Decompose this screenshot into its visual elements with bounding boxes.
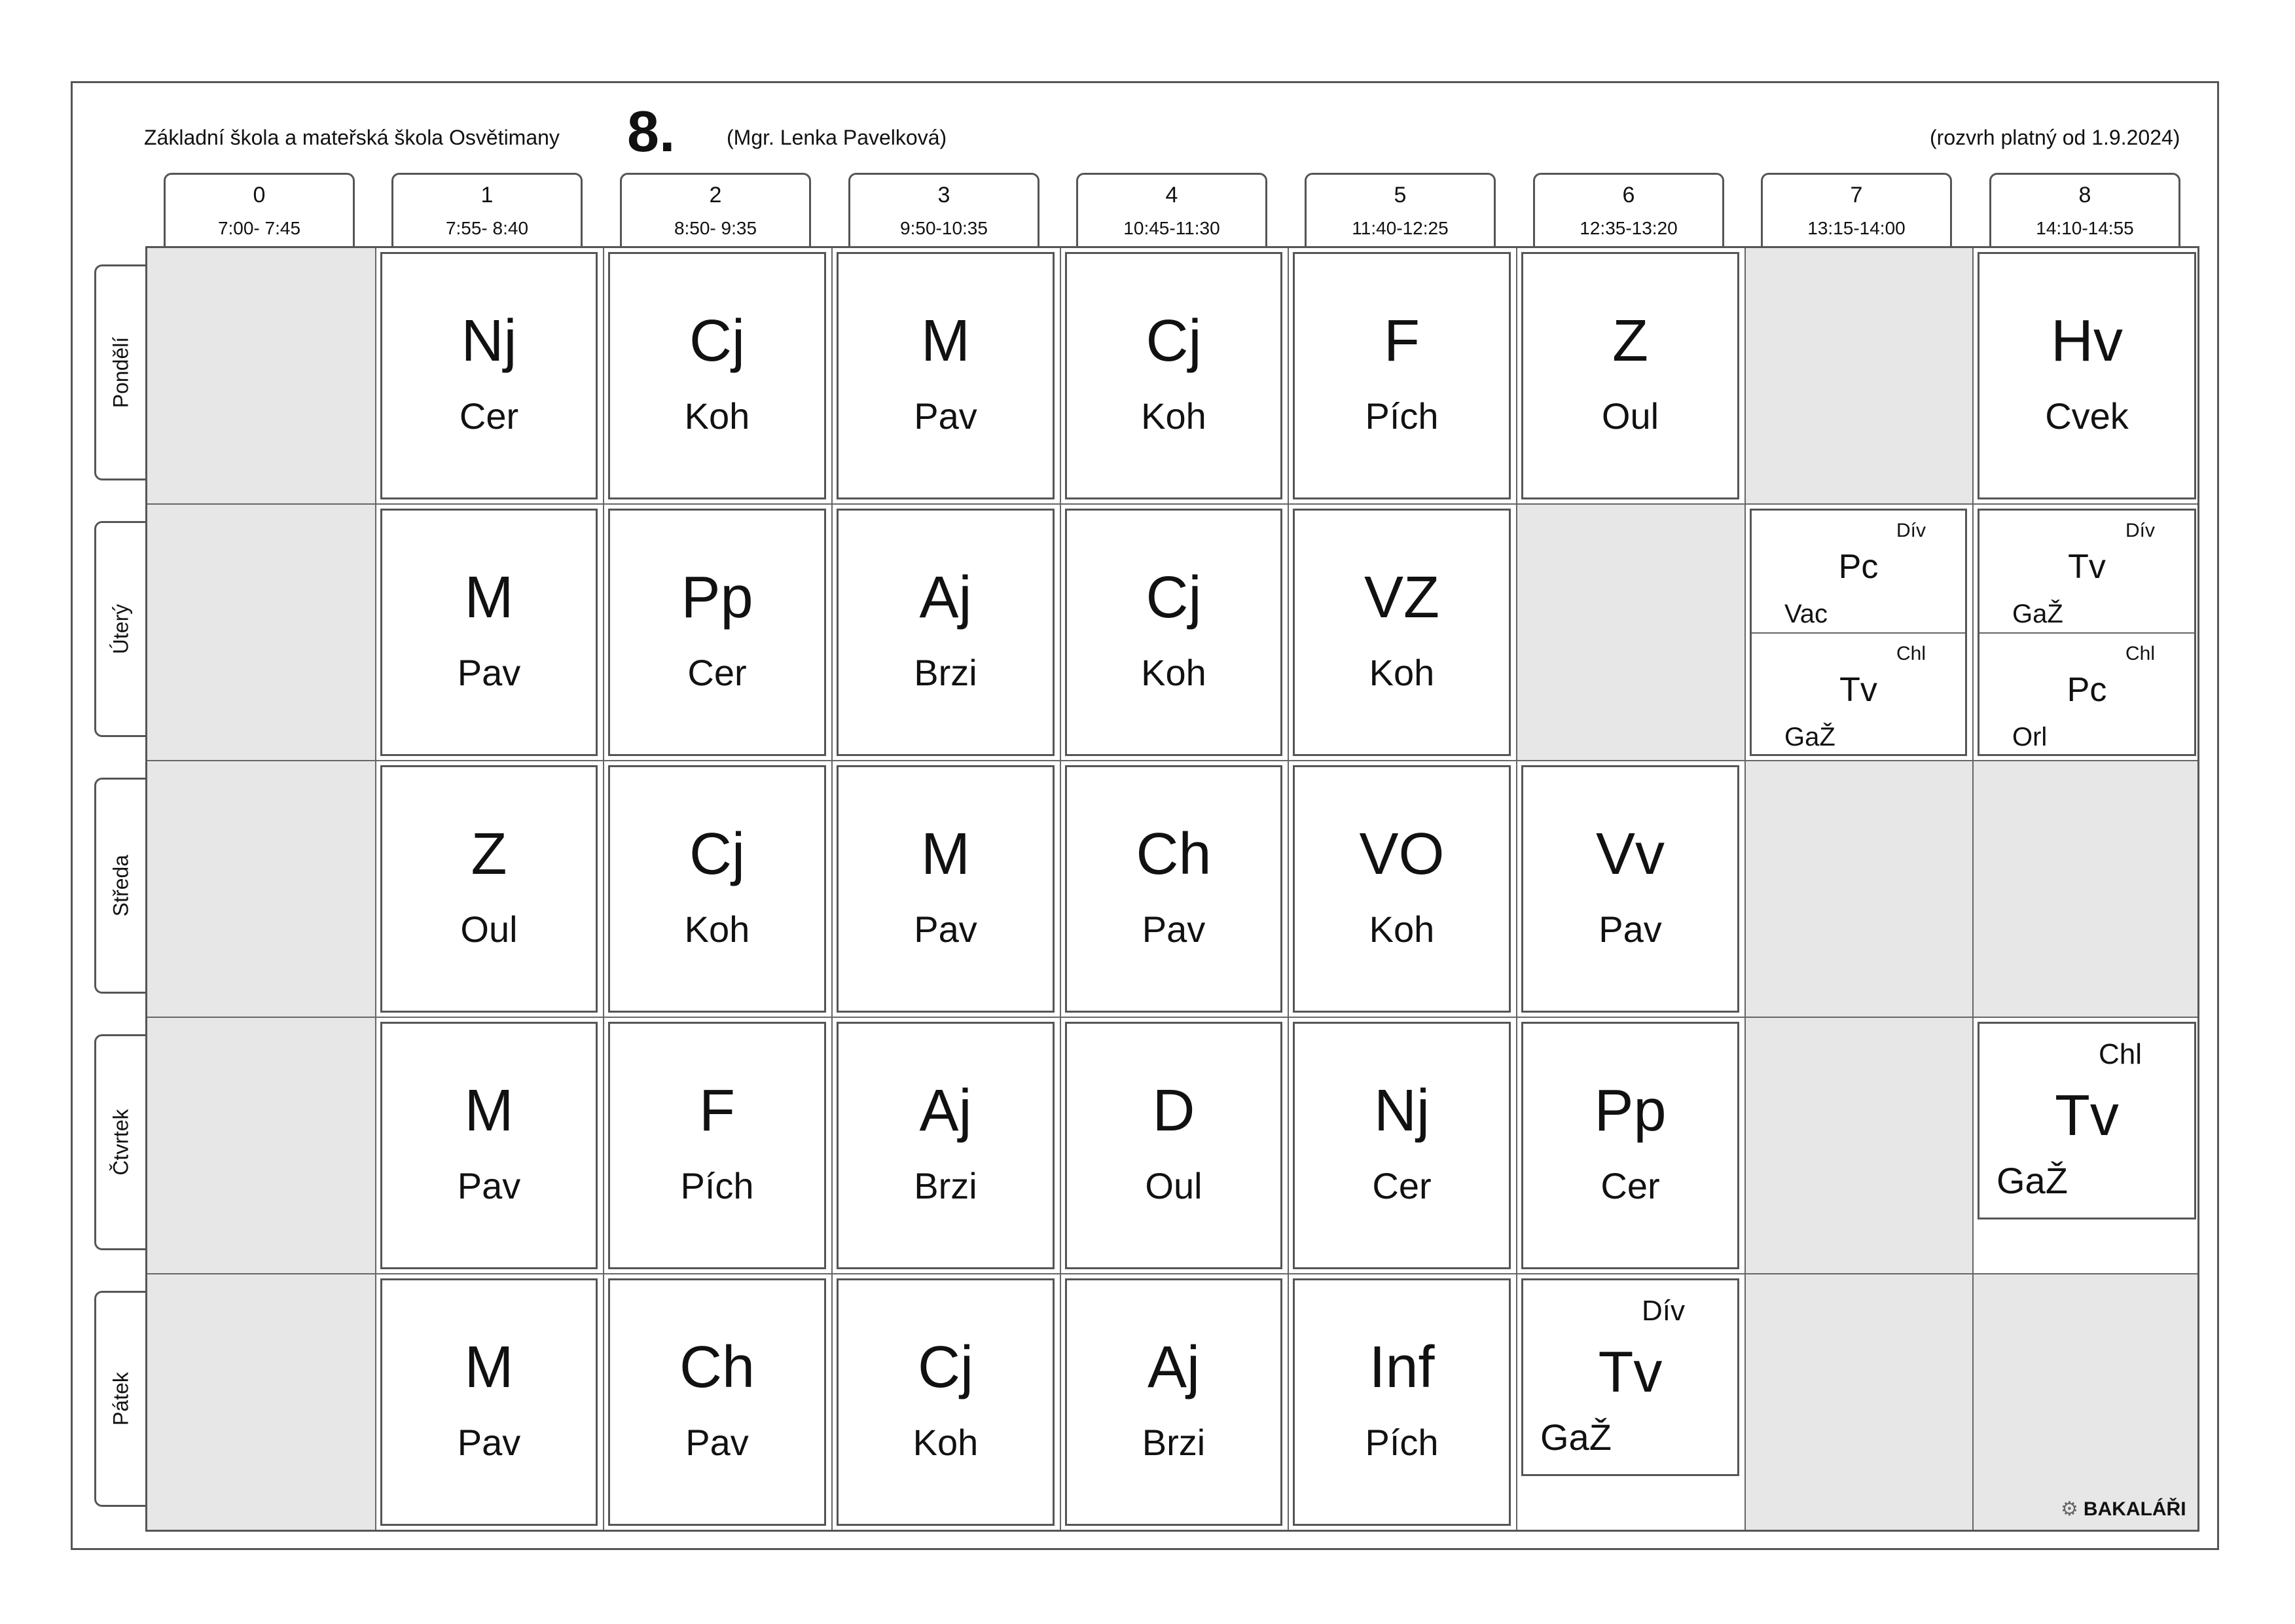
period-time: 11:40-12:25 bbox=[1352, 218, 1449, 238]
lesson-card[interactable] bbox=[608, 1278, 826, 1526]
teacher: Brzi bbox=[1142, 1422, 1206, 1463]
teacher: Pav bbox=[685, 1422, 749, 1463]
subject: Z bbox=[471, 821, 507, 887]
subject: Vv bbox=[1595, 821, 1665, 887]
lesson-card[interactable] bbox=[608, 1022, 826, 1269]
subject: Pc bbox=[1838, 548, 1879, 586]
lesson-card[interactable] bbox=[1521, 1022, 1739, 1269]
period-header-4 bbox=[1076, 173, 1267, 247]
period-number: 2 bbox=[709, 183, 722, 208]
group-label: Dív bbox=[1896, 520, 1926, 541]
lesson-card[interactable] bbox=[1065, 252, 1282, 499]
grid-line bbox=[1288, 248, 1289, 1530]
period-time: 12:35-13:20 bbox=[1580, 218, 1678, 238]
period-number: 3 bbox=[937, 183, 950, 208]
lesson-card[interactable] bbox=[608, 765, 826, 1013]
empty-slot bbox=[1517, 503, 1744, 760]
grid-line bbox=[147, 760, 2197, 761]
subject: Cj bbox=[918, 1335, 973, 1400]
teacher: Cer bbox=[1600, 1165, 1660, 1206]
teacher: Pav bbox=[914, 909, 977, 950]
lesson-card[interactable] bbox=[837, 509, 1055, 756]
lesson-card[interactable] bbox=[1065, 1278, 1282, 1526]
period-time: 10:45-11:30 bbox=[1123, 218, 1220, 238]
subject: Nj bbox=[1374, 1078, 1430, 1144]
empty-slot bbox=[1744, 760, 2197, 1017]
lesson-card[interactable] bbox=[380, 252, 598, 499]
subject: M bbox=[464, 1078, 514, 1144]
period-number: 1 bbox=[480, 183, 494, 208]
teacher: Pav bbox=[457, 1165, 521, 1206]
period-time: 14:10-14:55 bbox=[2036, 218, 2134, 238]
grid-line bbox=[1744, 248, 1746, 1530]
subject: Ch bbox=[1136, 821, 1212, 887]
teacher: GaŽ bbox=[2012, 600, 2063, 628]
teacher: Koh bbox=[913, 1422, 979, 1463]
lesson-card[interactable] bbox=[1065, 1022, 1282, 1269]
subject: Cj bbox=[689, 821, 745, 887]
subject: Cj bbox=[1146, 565, 1202, 630]
subject: Pp bbox=[681, 565, 753, 630]
group-lesson bbox=[1979, 632, 2194, 755]
period-header-1 bbox=[391, 173, 583, 247]
group-lesson bbox=[1752, 511, 1965, 632]
teacher: Pav bbox=[1599, 909, 1662, 950]
subject: M bbox=[464, 565, 514, 630]
day-label-tuesday: Úterý bbox=[94, 521, 145, 737]
period-time: 8:50- 9:35 bbox=[674, 218, 757, 238]
lesson-card[interactable] bbox=[380, 1278, 598, 1526]
teacher: GaŽ bbox=[1784, 723, 1835, 751]
lesson-card[interactable] bbox=[1521, 765, 1739, 1013]
subject: Hv bbox=[2051, 308, 2123, 374]
period-number: 4 bbox=[1165, 183, 1178, 208]
period-header-8 bbox=[1989, 173, 2180, 247]
teacher: Orl bbox=[2012, 723, 2048, 751]
teacher: Koh bbox=[1369, 909, 1435, 950]
grid-line bbox=[1972, 248, 1974, 1530]
subject: Inf bbox=[1369, 1335, 1435, 1400]
grid-line bbox=[1060, 248, 1061, 1530]
subject: D bbox=[1152, 1078, 1195, 1144]
gear-icon: ⚙ bbox=[2061, 1498, 2078, 1520]
teacher: Koh bbox=[684, 395, 750, 437]
valid-from: (rozvrh platný od 1.9.2024) bbox=[1930, 126, 2180, 149]
grid-line bbox=[375, 248, 376, 1530]
teacher: Cer bbox=[459, 395, 519, 437]
lesson-card[interactable] bbox=[1293, 509, 1511, 756]
teacher: Pav bbox=[914, 395, 977, 437]
empty-slot bbox=[1744, 1017, 1972, 1273]
lesson-card[interactable] bbox=[1978, 252, 2196, 499]
lesson-card[interactable] bbox=[608, 252, 826, 499]
teacher: Cer bbox=[687, 652, 747, 693]
period-header-2 bbox=[620, 173, 811, 247]
subject: Nj bbox=[461, 308, 517, 374]
grid-line bbox=[147, 1273, 2197, 1274]
grid-line bbox=[147, 503, 2197, 505]
school-name: Základní škola a mateřská škola Osvětimany bbox=[144, 126, 560, 149]
subject: Ch bbox=[679, 1335, 755, 1400]
teacher: Pích bbox=[680, 1165, 754, 1206]
subject: Z bbox=[1612, 308, 1648, 374]
teacher: Koh bbox=[1141, 395, 1206, 437]
lesson-card[interactable] bbox=[1293, 765, 1511, 1013]
period-number: 8 bbox=[2078, 183, 2091, 208]
teacher: Koh bbox=[1369, 652, 1435, 693]
group-label: Dív bbox=[2125, 520, 2155, 541]
day-label-wednesday: Středa bbox=[94, 778, 145, 994]
empty-slot bbox=[147, 248, 375, 1530]
period-time: 7:55- 8:40 bbox=[445, 218, 529, 238]
teacher: Brzi bbox=[914, 1165, 977, 1206]
group-label: Chl bbox=[1896, 643, 1926, 664]
subject: Tv bbox=[2068, 548, 2106, 586]
lesson-card[interactable] bbox=[837, 1022, 1055, 1269]
period-time: 13:15-14:00 bbox=[1807, 218, 1906, 238]
teacher: Koh bbox=[1141, 652, 1206, 693]
teacher: Pav bbox=[457, 1422, 521, 1463]
group-label: Chl bbox=[2098, 1038, 2142, 1070]
period-number: 0 bbox=[253, 183, 266, 208]
lesson-card[interactable] bbox=[1293, 252, 1511, 499]
teacher: Pav bbox=[457, 652, 521, 693]
subject: Pp bbox=[1594, 1078, 1667, 1144]
class-name: 8. bbox=[627, 99, 676, 164]
subject: Pc bbox=[2067, 671, 2107, 709]
group-label: Dív bbox=[1642, 1295, 1685, 1327]
subject: F bbox=[1384, 308, 1420, 374]
period-time: 7:00- 7:45 bbox=[217, 218, 301, 238]
subject: M bbox=[921, 821, 970, 887]
lesson-card[interactable] bbox=[608, 509, 826, 756]
day-label-friday: Pátek bbox=[94, 1291, 145, 1507]
subject: M bbox=[921, 308, 970, 374]
subject: Cj bbox=[689, 308, 745, 374]
teacher: Oul bbox=[460, 909, 518, 950]
group-lesson bbox=[1979, 511, 2194, 632]
timetable-grid bbox=[145, 246, 2199, 1532]
lesson-card[interactable] bbox=[380, 765, 598, 1013]
group-lesson bbox=[1752, 632, 1965, 755]
teacher: Koh bbox=[684, 909, 750, 950]
period-time: 9:50-10:35 bbox=[900, 218, 988, 238]
subject: VO bbox=[1359, 821, 1445, 887]
lesson-card[interactable] bbox=[1065, 765, 1282, 1013]
lesson-card[interactable] bbox=[1293, 1022, 1511, 1269]
split-lesson-card[interactable] bbox=[1750, 509, 1967, 756]
grid-line bbox=[1516, 248, 1517, 1530]
period-header-6 bbox=[1533, 173, 1724, 247]
period-number: 6 bbox=[1622, 183, 1635, 208]
grid-line bbox=[603, 248, 604, 1530]
teacher: Vac bbox=[1784, 600, 1828, 628]
teacher: Pav bbox=[1142, 909, 1206, 950]
subject: F bbox=[699, 1078, 735, 1144]
subject: Cj bbox=[1146, 308, 1202, 374]
lesson-card[interactable] bbox=[837, 765, 1055, 1013]
lesson-card[interactable] bbox=[837, 252, 1055, 499]
period-number: 5 bbox=[1394, 183, 1407, 208]
subject: M bbox=[464, 1335, 514, 1400]
subject: VZ bbox=[1364, 565, 1439, 630]
day-label-thursday: Čtvrtek bbox=[94, 1034, 145, 1250]
class-teacher: (Mgr. Lenka Pavelková) bbox=[727, 126, 947, 149]
subject: Tv bbox=[1598, 1339, 1663, 1404]
teacher: Pích bbox=[1365, 1422, 1439, 1463]
teacher: Cer bbox=[1372, 1165, 1432, 1206]
subject: Aj bbox=[919, 1078, 972, 1144]
day-label-monday: Pondělí bbox=[94, 264, 145, 480]
subject: Tv bbox=[1839, 671, 1877, 709]
subject: Aj bbox=[1147, 1335, 1201, 1400]
group-label: Chl bbox=[2125, 643, 2155, 664]
lesson-card[interactable] bbox=[1293, 1278, 1511, 1526]
grid-line bbox=[831, 248, 833, 1530]
lesson-card[interactable] bbox=[380, 509, 598, 756]
bakalari-logo: ⚙ BAKALÁŘI bbox=[2061, 1498, 2186, 1520]
period-header-0 bbox=[164, 173, 355, 247]
period-number: 7 bbox=[1850, 183, 1863, 208]
lesson-card[interactable] bbox=[1521, 252, 1739, 499]
empty-slot bbox=[1744, 1273, 2197, 1530]
subject: Tv bbox=[2055, 1083, 2119, 1147]
group-lesson-card[interactable] bbox=[1521, 1278, 1739, 1476]
subject: Aj bbox=[919, 565, 972, 630]
teacher: Pích bbox=[1365, 395, 1439, 437]
split-lesson-card[interactable] bbox=[1978, 509, 2196, 756]
teacher: GaŽ bbox=[1540, 1416, 1612, 1458]
period-header-3 bbox=[848, 173, 1039, 247]
grid-line bbox=[147, 1017, 2197, 1018]
teacher: GaŽ bbox=[1997, 1160, 2068, 1201]
period-header-7 bbox=[1761, 173, 1952, 247]
lesson-card[interactable] bbox=[380, 1022, 598, 1269]
teacher: Oul bbox=[1145, 1165, 1202, 1206]
teacher: Oul bbox=[1601, 395, 1659, 437]
lesson-card[interactable] bbox=[837, 1278, 1055, 1526]
teacher: Cvek bbox=[2045, 395, 2129, 437]
teacher: Brzi bbox=[914, 652, 977, 693]
lesson-card[interactable] bbox=[1065, 509, 1282, 756]
group-lesson-card[interactable] bbox=[1978, 1022, 2196, 1219]
period-header-5 bbox=[1305, 173, 1496, 247]
empty-slot bbox=[1744, 248, 1972, 503]
